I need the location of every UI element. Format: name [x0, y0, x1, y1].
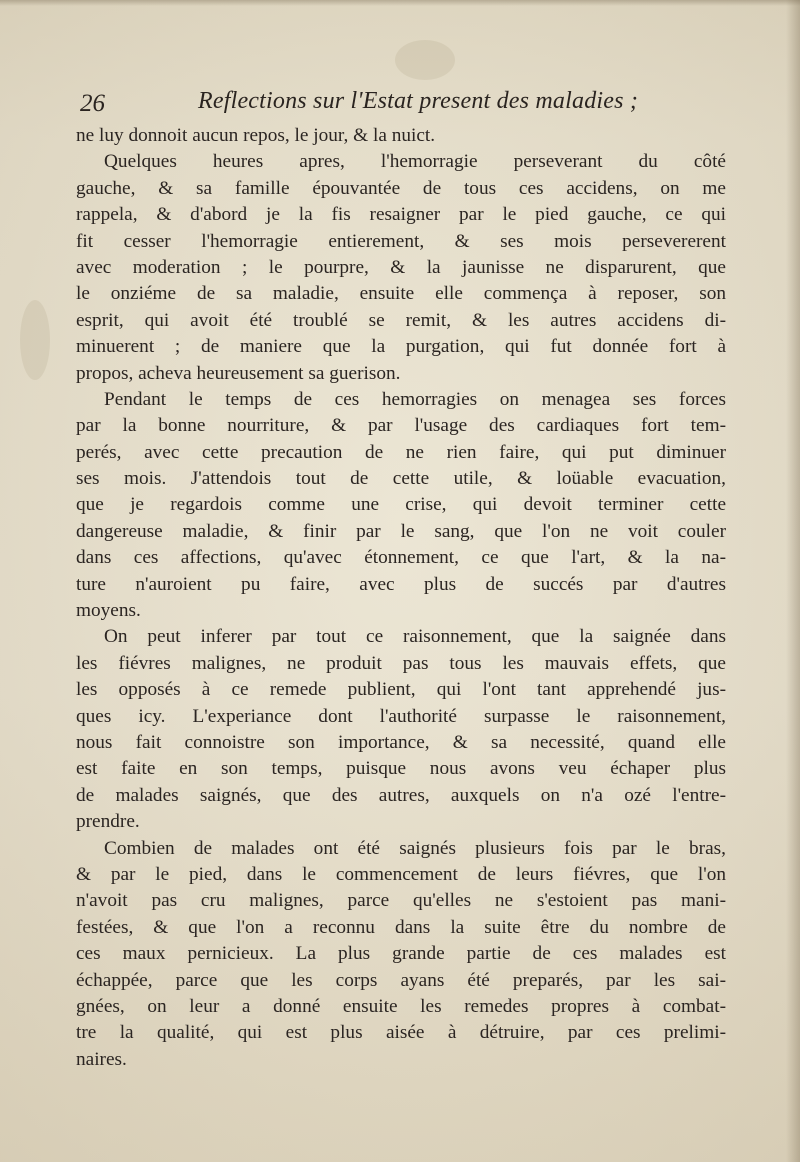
text-line: minuerent ; de maniere que la purgation, qui fut donnée fort à	[76, 336, 726, 358]
text-line: dangereuse maladie, & finir par le sang, que l'on ne voit couler	[76, 520, 726, 542]
body-text	[76, 123, 726, 1073]
text-line: gnées, on leur a donné ensuite les remedes propres à combat-	[76, 995, 726, 1017]
text-line: le onziéme de sa maladie, ensuite elle commença à reposer, son	[76, 283, 726, 305]
text-line: naires.	[76, 1048, 127, 1070]
text-line: dans ces affections, qu'avec étonnement, ce que l'art, & la na-	[76, 547, 726, 569]
paper-stain	[395, 40, 455, 80]
text-line: Quelques heures apres, l'hemorragie perseverant du côté	[104, 151, 726, 173]
text-line: les fiévres malignes, ne produit pas tous les mauvais effets, que	[76, 652, 726, 674]
text-line: avec moderation ; le pourpre, & la jaunisse ne disparurent, que	[76, 256, 726, 278]
text-line: rappela, & d'abord je la fis resaigner par le pied gauche, ce qui	[76, 204, 726, 226]
text-line: gauche, & sa famille épouvantée de tous ces accidens, on me	[76, 177, 726, 199]
running-head: Reflections sur l'Estat present des maladies ;	[198, 88, 639, 114]
text-line: moyens.	[76, 600, 141, 622]
paper-stain	[20, 300, 50, 380]
text-line: Pendant le temps de ces hemorragies on menagea ses forces	[104, 388, 726, 410]
page-edge-shadow	[786, 0, 800, 1162]
text-line: On peut inferer par tout ce raisonnement, que la saignée dans	[104, 626, 726, 648]
text-line: par la bonne nourriture, & par l'usage des cardiaques fort tem-	[76, 415, 726, 437]
text-line: les opposés à ce remede publient, qui l'ont tant apprehendé jus-	[76, 679, 726, 701]
text-line: festées, & que l'on a reconnu dans la suite être du nombre de	[76, 916, 726, 938]
text-line: propos, acheva heureusement sa guerison.	[76, 362, 401, 384]
text-line: esprit, qui avoit été troublé se remit, & les autres accidens di-	[76, 309, 726, 331]
text-line: de malades saignés, que des autres, auxquels on n'a ozé l'entre-	[76, 784, 726, 806]
text-line: & par le pied, dans le commencement de leurs fiévres, que l'on	[76, 863, 726, 885]
text-line: perés, avec cette precaution de ne rien faire, qui put diminuer	[76, 441, 726, 463]
page-number: 26	[80, 90, 105, 117]
text-line: ne luy donnoit aucun repos, le jour, & la nuict.	[76, 125, 436, 146]
text-line: ques icy. L'experiance dont l'authorité surpasse le raisonnement,	[76, 705, 726, 727]
text-line: est faite en son temps, puisque nous avons veu échaper plus	[76, 758, 726, 780]
page-top-shadow	[0, 0, 800, 6]
text-line: nous fait connoistre son importance, & sa necessité, quand elle	[76, 731, 726, 753]
text-line: ses mois. J'attendois tout de cette utile, & loüable evacuation,	[76, 468, 726, 490]
text-line: tre la qualité, qui est plus aisée à détruire, par ces prelimi-	[76, 1022, 726, 1044]
text-line: Combien de malades ont été saignés plusieurs fois par le bras,	[104, 837, 726, 859]
text-line: n'avoit pas cru malignes, parce qu'elles ne s'estoient pas mani-	[76, 890, 726, 912]
text-line: que je regardois comme une crise, qui devoit terminer cette	[76, 494, 726, 516]
text-line: fit cesser l'hemorragie entierement, & ses mois persevererent	[76, 230, 726, 252]
text-line: prendre.	[76, 811, 140, 833]
page-header	[80, 88, 640, 128]
text-line: ture n'auroient pu faire, avec plus de succés par d'autres	[76, 573, 726, 595]
text-line: ces maux pernicieux. La plus grande partie de ces malades est	[76, 943, 726, 965]
text-line: échappée, parce que les corps ayans été preparés, par les sai-	[76, 969, 726, 991]
